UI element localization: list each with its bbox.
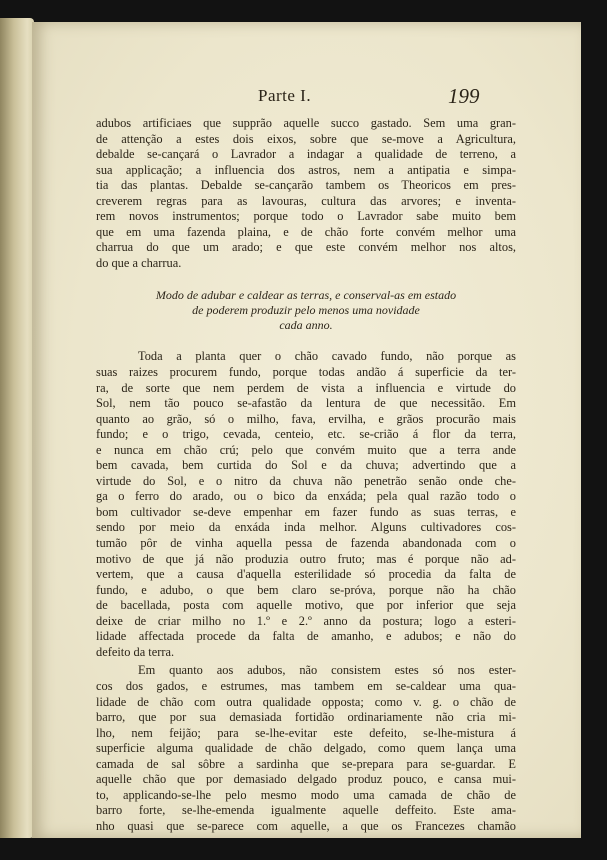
text-line: deixe de criar milho no 1.º e 2.º anno da postura; logo a esteri- — [96, 613, 516, 628]
text-line: sendo por meio da enxáda inda melhor. Alguns cultivadores cos- — [96, 520, 516, 535]
text-line: defeito da terra. — [96, 644, 175, 659]
text-line: Toda a planta quer o chão cavado fundo, não porque as — [138, 349, 516, 364]
text-line: tia das plantas. Debalde se-cançarão tambem os Theoricos em pres- — [96, 178, 516, 193]
book-page — [32, 22, 581, 838]
text-line: barro forte, se-lhe-emenda igualmente aquelle deffeito. Este ama- — [96, 803, 516, 818]
text-line: charrua do que um arado; e que este convém melhor nos altos, — [96, 240, 516, 255]
text-line: lidade affectada procede da falta de amanho, e adubos; e não do — [96, 629, 516, 644]
text-line: virtude do Sol, e o nitro da chuva não penetrão senão onde che- — [96, 473, 516, 488]
text-line: sua applicação; a influencia dos astros, nem a antipatia e simpa- — [96, 162, 516, 177]
text-line: fundo; e o trigo, cevada, centeio, etc. se-crião á flor da terra, — [96, 427, 516, 442]
running-head-title: Parte I. — [258, 86, 312, 105]
page-number: 199 — [448, 84, 480, 108]
text-line: de bacellada, posta com aquelle motivo, que por inferior que seja — [96, 598, 516, 613]
text-line: Em quanto aos adubos, não consistem estes só nos ester- — [138, 663, 516, 678]
text-line: ra, de sorte que nem perdem de vista a influencia e virtude do — [96, 380, 516, 395]
text-line: bom cultivador se-deve empenhar em fazer fundo as suas terras, e — [96, 504, 516, 519]
text-line: aquelle chão que por demasiado delgado produz pouco, e cansa mui- — [96, 772, 516, 787]
text-line: fundo, e adubo, o que bem claro se-próva, porque não ha chão — [96, 582, 516, 597]
text-line: lidade de chão com outra qualidade opposta; como v. g. o chão de — [96, 694, 516, 709]
section-heading-line: cada anno. — [279, 318, 333, 333]
text-line: creverem regras para as lavouras, cultura das arvores; e inventa- — [96, 193, 516, 208]
section-heading-line: de poderem produzir pelo menos uma novidade — [192, 303, 420, 318]
text-line: tumão pôr de vinha aquella pessa de fazenda abandonada com o — [96, 536, 516, 551]
text-line: vertem, que a causa d'aquella esterilidade só procedia da falta de — [96, 567, 516, 582]
text-line: lho, nem feijão; para se-lhe-evitar este defeito, se-lhe-mistura á — [96, 725, 516, 740]
text-line: debalde se-cançará o Lavrador a indagar a qualidade de terreno, a — [96, 147, 516, 162]
text-line: suas raizes procurem fundo, porque todas andão á superficie da ter- — [96, 365, 516, 380]
text-line: cos dos gados, e estrumes, mas tambem em se-caldear uma qua- — [96, 678, 516, 693]
text-line: superficie alguma qualidade de chão delgado, como quem lança uma — [96, 741, 516, 756]
section-heading-line: Modo de adubar e caldear as terras, e conserval-as em estado — [155, 288, 457, 303]
text-line: camada de sal sôbre a sardinha que se-prepara para se-guardar. E — [96, 756, 516, 771]
text-line: rem novos instrumentos; porque todo o Lavrador sabe muito bem — [96, 209, 516, 224]
paragraph-2 — [96, 349, 516, 660]
text-line: e nunca em chão crú; pelo que convém muito que a terra ande — [96, 442, 516, 457]
paragraph-1 — [96, 116, 516, 271]
text-line: to, applicando-se-lhe pelo mesmo modo uma camada de chão de — [96, 787, 516, 802]
body-text — [96, 116, 516, 834]
text-line: de attenção a estes dois eixos, sobre que se-move a Agricultura, — [96, 131, 516, 146]
text-line: quanto ao grão, só o milho, fava, ervilha, e grãos procurão mais — [96, 411, 516, 426]
text-line: Sol, nem tão pouco se-afastão da lentura de que necessitão. Em — [96, 396, 516, 411]
section-heading — [96, 288, 516, 333]
text-line: bem cavada, bem curtida do Sol e da chuva; advertindo que a — [96, 458, 516, 473]
text-line: nho quasi que se-parece com aquelle, a que os Francezes chamão — [96, 818, 516, 833]
text-line: ga o ferro do arado, ou o bico da enxáda; pela qual razão todo o — [96, 489, 516, 504]
facing-page-edge — [0, 18, 34, 838]
paragraph-3 — [96, 663, 516, 834]
running-head — [32, 86, 581, 110]
text-line: do que a charrua. — [96, 255, 182, 270]
text-line: barro, que por sua demasiada fortidão ordinariamente não cria mi- — [96, 710, 516, 725]
text-line: que em uma fazenda plaina, e de chão forte convém melhor uma — [96, 224, 516, 239]
text-line: adubos artificiaes que supprão aquelle succo gastado. Sem uma gran- — [96, 116, 516, 130]
text-line: motivo de que já não produzia outro fruto; mas é porque não ad- — [96, 551, 516, 566]
